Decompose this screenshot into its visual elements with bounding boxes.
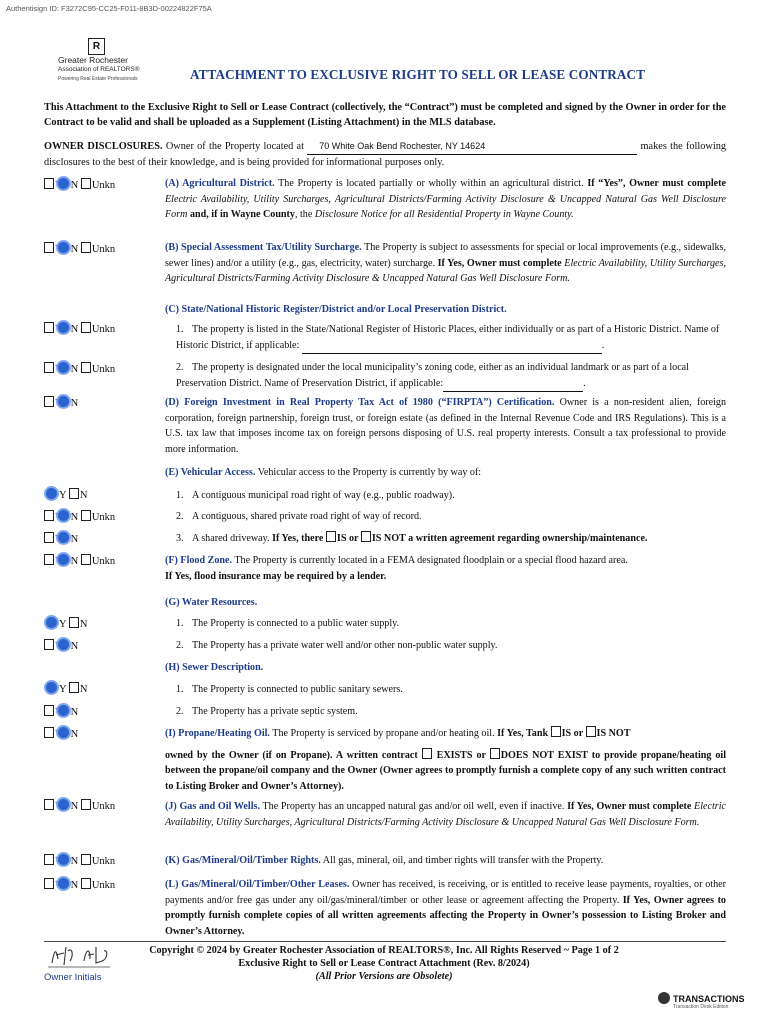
checkbox-unkn[interactable] [81, 510, 91, 521]
answer-e2[interactable]: N Unkn [44, 508, 115, 523]
radio-n-selected[interactable] [56, 320, 71, 335]
property-address-field[interactable]: 70 White Oak Bend Rochester, NY 14624 [307, 139, 637, 155]
section-h-item-1: 1. The Property is connected to public sanitary sewers. [176, 684, 403, 695]
disclosures-pre: Owner of the Property located at [162, 141, 308, 152]
footer-divider [44, 941, 726, 942]
disclosures-post: makes the following disclosures to the best of their knowledge, and is being provided for informational purposes only. [44, 141, 726, 168]
checkbox-y[interactable] [44, 705, 54, 716]
section-d: (D) Foreign Investment in Real Property Tax Act of 1980 (“FIRPTA”) Certification. Owner is a non-resident alien, foreign corporation, foreign partnership, foreign trust, or foreign estate (as defined in the Internal Revenue Code and IRS Regulations). This is a U.S. tax law that imposes income tax on foreign persons disposing of U.S. real property interests. Consult a tax professional to provide more information. [165, 397, 726, 455]
logo-line-1: Greater Rochester [58, 55, 128, 65]
radio-n-selected[interactable] [56, 852, 71, 867]
answer-d[interactable]: N [44, 394, 78, 409]
section-k: (K) Gas/Mineral/Oil/Timber Rights. All gas, mineral, oil, and timber rights will transfer with the Property. [165, 855, 604, 866]
checkbox-y[interactable] [44, 242, 54, 253]
intro-paragraph: This Attachment to the Exclusive Right to Sell or Lease Contract (collectively, the “Contract”) must be completed and signed by the Owner in order for the Contract to be valid and shall be uploaded as a Supplement (Listing Attachment) in the MLS database. [44, 102, 726, 128]
radio-n-selected[interactable] [56, 176, 71, 191]
radio-n-selected[interactable] [56, 703, 71, 718]
checkbox-n[interactable] [69, 488, 79, 499]
checkbox-unkn[interactable] [81, 554, 91, 565]
page-footer [104, 944, 664, 983]
checkbox-tank-is[interactable] [551, 726, 561, 737]
radio-y-selected[interactable] [44, 486, 59, 501]
section-e-heading: (E) Vehicular Access. Vehicular access to the Property is currently by way of: [165, 467, 482, 478]
section-j: (J) Gas and Oil Wells. The Property has an uncapped natural gas and/or oil well, even if inactive. If Yes, Owner must complete Electric Availability, Utility Surcharges, Agricultural Districts/Farming Activity Disclosure & Uncapped Natural Gas Well Disclosure Form. [165, 801, 726, 828]
owner-initials-label: Owner Initials [44, 972, 102, 983]
checkbox-y[interactable] [44, 878, 54, 889]
checkbox-is[interactable] [326, 531, 336, 542]
checkbox-y[interactable] [44, 510, 54, 521]
answer-e1[interactable]: Y N [44, 486, 87, 501]
transactions-logo: TRANSACTIONS Transaction Desk Edition [658, 992, 745, 1010]
section-l: (L) Gas/Mineral/Oil/Timber/Other Leases. Owner has received, is receiving, or is entitled to receive lease payments, royalties, or other payments and/or free gas under any oil/gas/mineral/timber or other lease or agreement affecting the Property. If Yes, Owner agrees to promptly furnish complete copies of all written agreements affecting the Property in Owner’s possession to Listing Broker and Owner’s Attorney. [165, 879, 726, 937]
obsolete-line: (All Prior Versions are Obsolete) [315, 971, 453, 982]
section-e-item-1: 1. A contiguous municipal road right of way (e.g., public roadway). [176, 490, 455, 501]
answer-c1[interactable]: N Unkn [44, 320, 115, 335]
copyright-line: Copyright © 2024 by Greater Rochester Association of REALTORS®, Inc. All Rights Reserved ~ Page 1 of 2 [149, 945, 619, 956]
answer-c2[interactable]: N Unkn [44, 360, 115, 375]
radio-n-selected[interactable] [56, 360, 71, 375]
checkbox-y[interactable] [44, 639, 54, 650]
checkbox-y[interactable] [44, 396, 54, 407]
realtor-r-icon: R [88, 38, 105, 55]
answer-b[interactable]: N Unkn [44, 240, 115, 255]
answer-g2[interactable]: N [44, 637, 78, 652]
preservation-district-field[interactable] [443, 376, 583, 393]
logo-tagline: Powering Real Estate Professionals [58, 76, 138, 82]
answer-a[interactable]: N Unkn [44, 176, 115, 191]
answer-k[interactable]: N Unkn [44, 852, 115, 867]
radio-n-selected[interactable] [56, 240, 71, 255]
section-f: (F) Flood Zone. The Property is currently located in a FEMA designated floodplain or a special flood hazard area. If Yes, flood insurance may be required by a lender. [165, 555, 628, 582]
radio-n-selected[interactable] [56, 508, 71, 523]
checkbox-tank-is-not[interactable] [586, 726, 596, 737]
checkbox-y[interactable] [44, 178, 54, 189]
section-i: (I) Propane/Heating Oil. The Property is serviced by propane and/or heating oil. If Yes, Tank IS or IS NOT owned by the Owner (if on Propane). A written contract EXISTS or DOES NOT EXIST to provide propane/heating oil between the propane/oil company and the Owner (Owner agrees to promptly furnish a complete copy of any such written contract to Listing Broker and Owner’s Attorney). [165, 728, 726, 792]
section-c-heading: (C) State/National Historic Register/District and/or Local Preservation District. [165, 304, 507, 315]
checkbox-unkn[interactable] [81, 178, 91, 189]
checkbox-unkn[interactable] [81, 322, 91, 333]
checkbox-y[interactable] [44, 854, 54, 865]
radio-n-selected[interactable] [56, 725, 71, 740]
checkbox-n[interactable] [69, 617, 79, 628]
disclosures-heading: OWNER DISCLOSURES. [44, 141, 163, 152]
authentisign-id: Authentisign ID: F3272C95-CC25-F011-8B3D-00224822F75A [6, 4, 212, 13]
checkbox-unkn[interactable] [81, 362, 91, 373]
owner-disclosures [44, 139, 726, 170]
section-e-item-2: 2. A contiguous, shared private road right of way of record. [176, 511, 422, 522]
checkbox-unkn[interactable] [81, 799, 91, 810]
document-title: ATTACHMENT TO EXCLUSIVE RIGHT TO SELL OR LEASE CONTRACT [190, 67, 645, 82]
answer-g1[interactable]: Y N [44, 615, 87, 630]
section-g-heading: (G) Water Resources. [165, 597, 258, 608]
checkbox-contract-exists[interactable] [422, 748, 432, 759]
answer-l[interactable]: N Unkn [44, 876, 115, 891]
radio-n-selected[interactable] [56, 552, 71, 567]
radio-n-selected[interactable] [56, 394, 71, 409]
answer-f[interactable]: N Unkn [44, 552, 115, 567]
answer-j[interactable]: N Unkn [44, 797, 115, 812]
section-a: (A) Agricultural District. The Property is located partially or wholly within an agricultural district. If “Yes”, Owner must complete Electric Availability, Utility Surcharges, Agricultural Districts/Farming Activity Disclosure & Uncapped Natural Gas Well Disclosure Form and, if in Wayne County, the Disclosure Notice for all Residential Property in Wayne County. [165, 178, 726, 220]
radio-n-selected[interactable] [56, 637, 71, 652]
answer-h2[interactable]: N [44, 703, 78, 718]
section-b: (B) Special Assessment Tax/Utility Surcharge. The Property is subject to assessments for special or local improvements (e.g., sidewalks, sewer lines) and/or a utility (e.g., gas, electricity, water) surcharge. If Yes, Owner must complete Electric Availability, Utility Surcharges, Agricultural Districts/Farming Activity Disclosure & Uncapped Natural Gas Well Disclosure Form. [165, 242, 727, 284]
historic-district-field[interactable] [302, 338, 602, 355]
section-h-heading: (H) Sewer Description. [165, 662, 264, 673]
answer-e3[interactable]: N [44, 530, 78, 545]
checkbox-y[interactable] [44, 322, 54, 333]
checkbox-is-not[interactable] [361, 531, 371, 542]
radio-y-selected[interactable] [44, 680, 59, 695]
section-c-item-1: 1. The property is listed in the State/National Register of Historic Places, either individually or as part of a Historic District. Name of Historic District, if applicable: . [176, 322, 726, 354]
checkbox-unkn[interactable] [81, 854, 91, 865]
checkbox-y[interactable] [44, 799, 54, 810]
checkbox-unkn[interactable] [81, 242, 91, 253]
checkbox-contract-not-exist[interactable] [490, 748, 500, 759]
section-g-item-1: 1. The Property is connected to a public water supply. [176, 618, 400, 629]
radio-n-selected[interactable] [56, 530, 71, 545]
checkbox-y[interactable] [44, 362, 54, 373]
checkbox-y[interactable] [44, 554, 54, 565]
radio-n-selected[interactable] [56, 797, 71, 812]
section-c-item-2: 2. The property is designated under the local municipality’s zoning code, either as an individual landmark or as part of a local Preservation District. Name of Preservation District, if applicable: . [176, 360, 726, 392]
section-h-item-2: 2. The Property has a private septic system. [176, 706, 358, 717]
section-e-item-3: 3. A shared driveway. If Yes, there IS or IS NOT a written agreement regarding ownership/maintenance. [176, 533, 648, 544]
checkbox-y[interactable] [44, 532, 54, 543]
checkbox-unkn[interactable] [81, 878, 91, 889]
checkbox-n[interactable] [69, 682, 79, 693]
transactions-mark-icon [658, 992, 670, 1004]
checkbox-y[interactable] [44, 727, 54, 738]
gra-realtors-logo [58, 38, 168, 90]
logo-line-2: Association of REALTORS® [58, 66, 140, 73]
answer-i[interactable]: N [44, 725, 78, 740]
section-g-item-2: 2. The Property has a private water well and/or other non-public water supply. [176, 640, 498, 651]
revision-line: Exclusive Right to Sell or Lease Contract Attachment (Rev. 8/2024) [238, 958, 530, 969]
radio-n-selected[interactable] [56, 876, 71, 891]
answer-h1[interactable]: Y N [44, 680, 87, 695]
radio-y-selected[interactable] [44, 615, 59, 630]
